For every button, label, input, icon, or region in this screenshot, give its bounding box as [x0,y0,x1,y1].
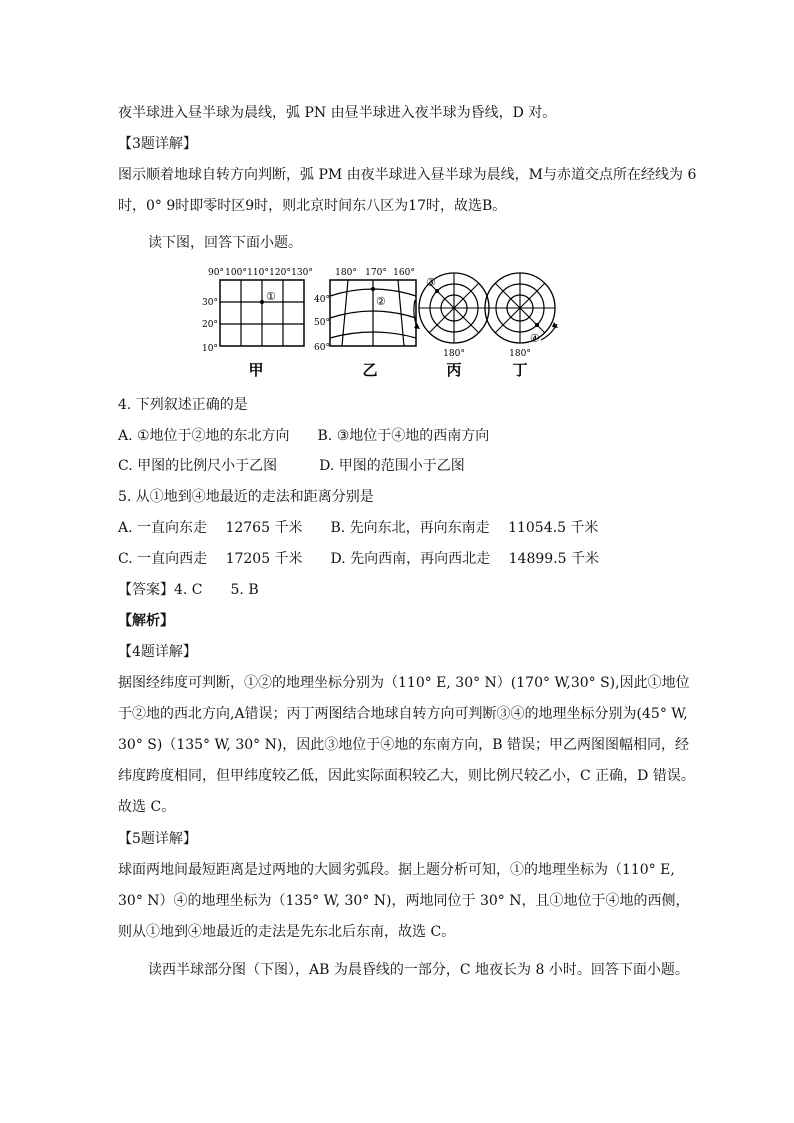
figure-bing [414,273,489,379]
figure-jia [202,268,313,379]
yi-caption: 乙 [362,361,378,379]
question-4: 4. 下列叙述正确的是 [118,397,248,413]
jia-side-label: 30° [202,298,218,308]
figure-ding [485,273,558,379]
text-line: 时，0° 9时即零时区9时，则北京时间东八区为17时，故选B。 [118,198,507,214]
text-line: 球面两地间最短距离是过两地的大圆劣弧段。据上题分析可知，①的地理坐标为（110° E, [118,862,675,878]
analysis-heading: 【解析】 [118,613,174,629]
ding-bottom-label: 180° [509,349,531,359]
text-line: 夜半球进入昼半球为晨线，弧 PN 由昼半球进入夜半球为昏线，D 对。 [118,105,557,121]
point-1-label: ① [266,290,276,303]
jia-top-label: 90° [208,268,224,278]
options-line: A. ①地位于②地的东北方向 B. ③地位于④地的西南方向 [118,428,490,444]
instruction-line: 读西半球部分图（下图），AB 为晨昏线的一部分，C 地夜长为 8 小时。回答下面小题。 [148,962,689,978]
ding-caption: 丁 [512,361,528,379]
answer-line: 【答案】4. C 5. B [118,582,259,598]
yi-side-label: 60° [314,343,330,353]
section-heading: 【5题详解】 [118,831,197,847]
point-2-label: ② [376,295,386,308]
text-line: 则从①地到④地最近的走法是先东北后东南，故选 C。 [118,924,456,940]
point-4-label: ④ [530,332,540,345]
options-line: A. 一直向东走 12765 千米 B. 先向东北，再向东南走 11054.5 千米 [118,520,599,536]
figure-yi [314,268,416,379]
text-line: 据图经纬度可判断，①②的地理坐标分别为（110° E, 30° N）(170° W,30° S),因此①地位 [118,675,690,691]
jia-top-label: 110° [247,268,269,278]
yi-side-label: 40° [314,295,330,305]
map-figure [198,266,558,382]
bing-caption: 丙 [446,361,462,379]
jia-side-label: 20° [202,320,218,330]
section-heading: 【3题详解】 [118,136,197,152]
point-3-label: ③ [426,276,436,289]
text-line: 于②地的西北方向,A错误；丙丁两图结合地球自转方向可判断③④的地理坐标分别为(45° W, [118,706,688,722]
options-line: C. 甲图的比例尺小于乙图 D. 甲图的范围小于乙图 [118,458,465,474]
jia-top-label: 100° [225,268,247,278]
text-line: 故选 C。 [118,799,176,815]
yi-side-label: 50° [314,318,330,328]
options-line: C. 一直向西走 17205 千米 D. 先向西南，再向西北走 14899.5 千米 [118,551,599,567]
text-line: 图示顺着地球自转方向判断，弧 PM 由夜半球进入昼半球为晨线，M与赤道交点所在经线为 6 [118,167,697,183]
instruction-line: 读下图，回答下面小题。 [148,235,302,251]
yi-top-label: 170° [365,268,387,278]
section-heading: 【4题详解】 [118,644,197,660]
question-5: 5. 从①地到④地最近的走法和距离分别是 [118,489,374,505]
jia-caption: 甲 [248,361,264,379]
yi-top-label: 180° [335,268,357,278]
jia-side-label: 10° [202,344,218,354]
jia-top-label: 130° [291,268,313,278]
text-line: 纬度跨度相同，但甲纬度较乙低，因此实际面积较乙大，则比例尺较乙小，C 正确，D 错误。 [118,768,695,784]
text-line: 30° S)（135° W, 30° N)，因此③地位于④地的东南方向，B 错误；甲乙两图图幅相同，经 [118,737,690,753]
text-line: 30° N）④的地理坐标为（135° W, 30° N)，两地同位于 30° N，且①地位于④地的西侧， [118,893,690,909]
yi-top-label: 160° [393,268,415,278]
bing-bottom-label: 180° [443,349,465,359]
jia-top-label: 120° [269,268,291,278]
